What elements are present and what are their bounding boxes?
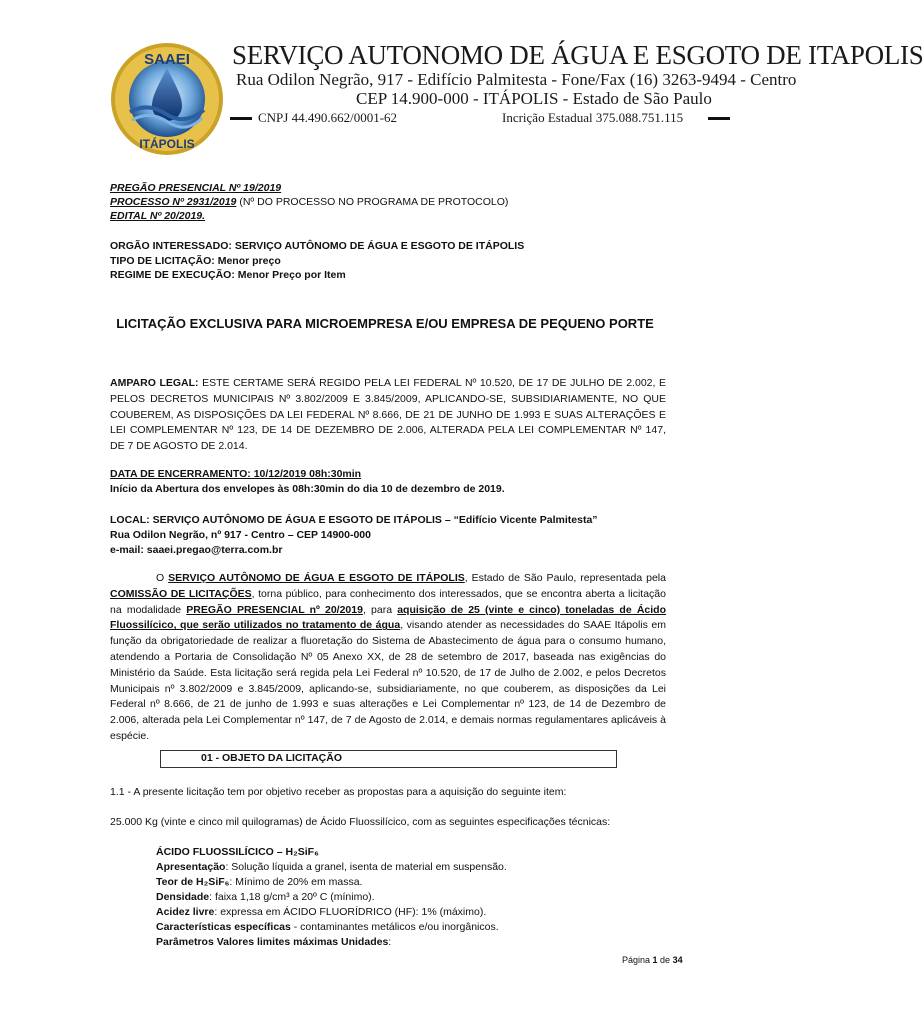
svg-text:ITÁPOLIS: ITÁPOLIS [139,137,195,151]
pregao-ref: PREGÃO PRESENCIAL Nº 19/2019 [110,182,282,194]
saae-name: SERVIÇO AUTÔNOMO DE ÁGUA E ESGOTO DE ITÁPOLIS [168,572,465,584]
spec-acidez [156,905,486,919]
edital-ref: EDITAL Nº 20/2019. [110,210,206,222]
label: Parâmetros Valores limites máximas Unidades [156,936,389,948]
value: - contaminantes metálicos e/ou inorgânicos. [290,921,499,933]
spec-densidade [156,890,375,904]
total-pages: 34 [672,955,683,965]
text: , para [362,603,398,616]
local-email: e-mail: saaei.pregao@terra.com.br [110,544,283,556]
intro-paragraph [110,571,666,745]
inicio-abertura: Início da Abertura dos envelopes às 08h:30min do dia 10 de dezembro de 2019. [110,483,505,495]
section-header [160,750,617,768]
org-cep: CEP 14.900-000 - ITÁPOLIS - Estado de São Paulo [356,89,712,108]
cnpj: CNPJ 44.490.662/0001-62 [258,110,398,125]
spec-teor [156,875,362,889]
org-address: Rua Odilon Negrão, 917 - Edifício Palmitesta - Fone/Fax (16) 3263-9494 - Centro [236,70,797,89]
divider [230,117,252,120]
amparo-label: AMPARO LEGAL: [110,377,199,389]
tipo-licitacao: TIPO DE LICITAÇÃO: Menor preço [110,255,281,267]
text: O [156,572,169,584]
label: Apresentação [156,861,226,873]
section-title: 01 - OBJETO DA LICITAÇÃO [201,752,342,764]
text: , Estado de São Paulo, representada pela [464,572,666,584]
org-registration-row [230,110,750,126]
label: Acidez livre [156,906,215,918]
svg-text:SAAEI: SAAEI [144,51,190,68]
orgao-interessado: ORGÃO INTERESSADO: SERVIÇO AUTÔNOMO DE ÁGUA E ESGOTO DE ITÁPOLIS [110,240,525,252]
page-number [622,955,683,965]
spec-name: ÁCIDO FLUOSSILÍCICO – H₂SiF₆ [156,846,319,858]
text: , visando atender as necessidades do SAAE Itápolis em função da obrigatoriedade de realizar a fluoretação do Sistema de Abastecimento de água para o consumo humano, atendendo a Portaria de Consolidação Nº 05 Anexo XX, de 28 de setembro de 2017, baseada nas exigências do Ministério da Saúde. Esta licitação será regida pela Lei Federal nº 10.520, de 17 de Julho de 2.002, e pelos Decretos Municipais nº 3.802/2009 e 3.845/2009, aplicando-se, subsidiariamente, no que couberem, as disposições da Lei Federal nº 8.666, de 21 de junho de 1.993 e suas alterações e Lei Complementar nº 123, de 14 de Dezembro de 2.006, alterada pela Lei Complementar nº 147, de 7 de Agosto de 2.014, e demais normas regulamentares aplicáveis à espécie. [110,619,667,742]
inscricao-estadual: Incrição Estadual 375.088.751.115 [502,110,684,125]
data-encerramento: DATA DE ENCERRAMENTO: 10/12/2019 08h:30min [110,468,362,480]
processo-ref [110,195,508,209]
label: Densidade [156,891,210,903]
current-page: 1 [652,955,658,965]
spec-parametros [156,935,391,949]
value: : expressa em ÁCIDO FLUORÍDRICO (HF): 1% (máximo). [214,906,487,918]
divider [708,117,730,120]
value: : [388,936,392,948]
label: Características específicas [156,921,291,933]
spec-apresentacao [156,860,507,874]
amparo-text: ESTE CERTAME SERÁ REGIDO PELA LEI FEDERAL Nº 10.520, DE 17 DE JULHO DE 2.002, E PELOS DECRETOS MUNICIPAIS Nº 3.802/2009 E 3.845/2009, APLICANDO-SE, SUBSIDIARIAMENTE, NO QUE COUBEREM, AS DISPOSIÇÕES DA LEI FEDERAL Nº 8.666, DE 21 DE JUNHO DE 1.993 E SUAS ALTERAÇÕES E LEI COMPLEMENTAR Nº 123, DE 14 DE DEZEMBRO DE 2.006, ALTERADA PELA LEI COMPLEMENTAR Nº 147, DE 7 DE AGOSTO DE 2.014. [110,377,666,453]
label: Teor de H₂SiF₆ [156,876,230,888]
value: : Solução líquida a granel, isenta de material em suspensão. [225,861,507,873]
value: : faixa 1,18 g/cm³ a 20º C (mínimo). [209,891,375,903]
saaei-logo [108,40,226,158]
regime-execucao: REGIME DE EXECUÇÃO: Menor Preço por Item [110,269,346,281]
text: Página [622,955,653,965]
local-address: Rua Odilon Negrão, nº 917 - Centro – CEP 14900-000 [110,529,371,541]
text: , torna público, para conhecimento dos interessados, que se encontra aberta a licitação na modalidade [110,587,666,616]
item-1-1: 1.1 - A presente licitação tem por objetivo receber as propostas para a aquisição do seguinte item: [110,786,567,798]
objeto: aquisição de 25 (vinte e cinco) toneladas de Ácido Fluossilícico, que serão utilizados no tratamento de água [110,603,666,632]
modalidade: PREGÃO PRESENCIAL nº 20/2019 [186,603,363,616]
value: : Mínimo de 20% em massa. [229,876,363,888]
quantity-line: 25.000 Kg (vinte e cinco mil quilogramas) de Ácido Fluossilícico, com as seguintes especificações técnicas: [110,816,611,828]
page-heading: LICITAÇÃO EXCLUSIVA PARA MICROEMPRESA E/OU EMPRESA DE PEQUENO PORTE [116,316,654,331]
local-line: LOCAL: SERVIÇO AUTÔNOMO DE ÁGUA E ESGOTO DE ITÁPOLIS – “Edifício Vicente Palmitesta” [110,514,598,526]
text: de [657,955,673,965]
amparo-legal [110,376,666,455]
org-title: SERVIÇO AUTONOMO DE ÁGUA E ESGOTO DE ITAPOLIS [232,40,923,70]
spec-caracteristicas [156,920,499,934]
comissao-name: COMISSÃO DE LICITAÇÕES [110,587,252,600]
processo-note: (Nº DO PROCESSO NO PROGRAMA DE PROTOCOLO) [236,196,509,208]
processo-number: PROCESSO Nº 2931/2019 [110,196,237,208]
